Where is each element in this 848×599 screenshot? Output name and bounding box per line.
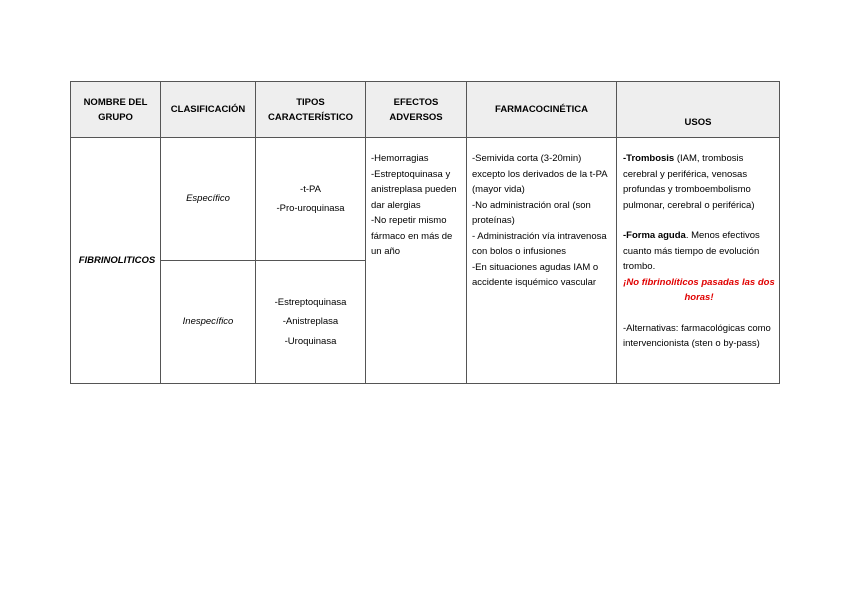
efecto-item: -No repetir mismo fármaco en más de un año [371, 215, 453, 257]
farmaco-item: - Administración vía intravenosa con bolos o infusiones [472, 230, 607, 257]
tipo-item: -t-PA [300, 183, 321, 195]
efecto-item: -Estreptoquinasa y anistreplasa pueden dar alergias [371, 168, 457, 211]
spacer [623, 306, 775, 321]
usos-forma-aguda [623, 228, 775, 275]
header-tipos-line1: TIPOS [296, 96, 325, 108]
cell-clasificacion-inespecifico: Inespecífico [161, 261, 256, 384]
header-tipos-line2: CARACTERÍSTICO [268, 111, 353, 123]
fibrinoliticos-table [70, 81, 780, 384]
header-nombre-grupo [71, 82, 161, 138]
header-clasificacion: CLASIFICACIÓN [161, 82, 256, 138]
tipo-item: -Estreptoquinasa [274, 296, 347, 308]
usos-alternativas: -Alternativas: farmacológicas como intervencionista (sten o by-pass) [623, 322, 771, 349]
header-efectos-line1: EFECTOS [393, 96, 439, 108]
usos-trombosis [623, 151, 775, 213]
spacer [623, 213, 775, 228]
header-usos: USOS [617, 82, 780, 138]
farmaco-item: -Semivida corta (3-20min) excepto los derivados de la t-PA (mayor vida) [472, 153, 608, 195]
tipo-item: -Anistreplasa [282, 316, 339, 328]
header-tipos [256, 82, 366, 138]
header-nombre-line1: NOMBRE DEL [83, 96, 148, 108]
cell-tipos-inespecifico [256, 261, 366, 384]
tipo-item: -Uroquinasa [284, 335, 337, 347]
usos-forma-text: . Menos efectivos cuanto más tiempo de evolución trombo. [623, 230, 760, 272]
cell-clasificacion-especifico: Específico [161, 138, 256, 261]
farmaco-item: -No administración oral (son proteínas) [472, 199, 591, 226]
cell-farmacocinetica [467, 138, 617, 384]
usos-trombosis-label: -Trombosis [623, 153, 675, 164]
header-efectos [366, 82, 467, 138]
header-efectos-line2: ADVERSOS [389, 111, 443, 123]
header-row [71, 82, 780, 138]
farmaco-item: -En situaciones agudas IAM o accidente isquémico vascular [472, 261, 599, 288]
tipo-item: -Pro-uroquinasa [276, 203, 345, 214]
cell-efectos [366, 138, 467, 384]
efecto-item: -Hemorragias [371, 153, 429, 164]
table-row-especifico [71, 138, 780, 261]
header-nombre-line2: GRUPO [98, 111, 133, 123]
cell-usos [617, 138, 780, 384]
cell-tipos-especifico [256, 138, 366, 261]
usos-warning: ¡No fibrinolíticos pasadas las dos horas! [623, 276, 775, 303]
header-farmacocinetica: FARMACOCINÉTICA [467, 82, 617, 138]
usos-forma-label: -Forma aguda [623, 230, 686, 241]
usos-trombosis-text: (IAM, trombosis cerebral y periférica, venosas profundas y tromboembolismo pulmonar, cerebral o periférica) [623, 153, 755, 211]
cell-grupo: FIBRINOLITICOS [71, 138, 161, 384]
